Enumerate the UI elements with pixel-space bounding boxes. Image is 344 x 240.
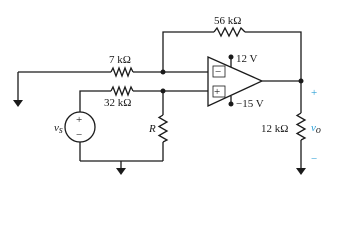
ground-symbol-right <box>296 168 306 175</box>
label-src-minus: − <box>76 129 83 141</box>
resistor-32k <box>111 87 133 95</box>
label-56k: 56 kΩ <box>214 15 242 27</box>
junction-dot <box>229 102 234 107</box>
resistor-7k <box>111 68 133 76</box>
label-src-plus: + <box>76 114 83 126</box>
ground-symbol-bottom <box>116 168 126 175</box>
output-load <box>296 81 306 175</box>
junction-dot <box>161 70 166 75</box>
label-in-plus: + <box>214 86 221 98</box>
resistor-12k <box>297 113 305 140</box>
label-output: vo <box>311 122 321 136</box>
label-out-plus: + <box>311 87 318 99</box>
junction-dot <box>229 55 234 60</box>
label-in-minus: − <box>215 66 222 78</box>
noninverting-branch <box>65 87 208 175</box>
label-out-minus: − <box>311 153 318 165</box>
label-r: R <box>149 123 156 135</box>
resistor-r <box>159 115 167 142</box>
label-supply-pos: 12 V <box>236 53 258 65</box>
label-32k: 32 kΩ <box>104 97 132 109</box>
label-7k: 7 kΩ <box>109 54 131 66</box>
resistor-56k <box>214 28 245 36</box>
junction-dot <box>161 89 166 94</box>
junction-dot <box>299 79 304 84</box>
label-supply-neg: −15 V <box>236 98 264 110</box>
label-source: vs <box>54 122 63 136</box>
label-12k: 12 kΩ <box>261 123 289 135</box>
ground-symbol-left <box>13 100 23 107</box>
